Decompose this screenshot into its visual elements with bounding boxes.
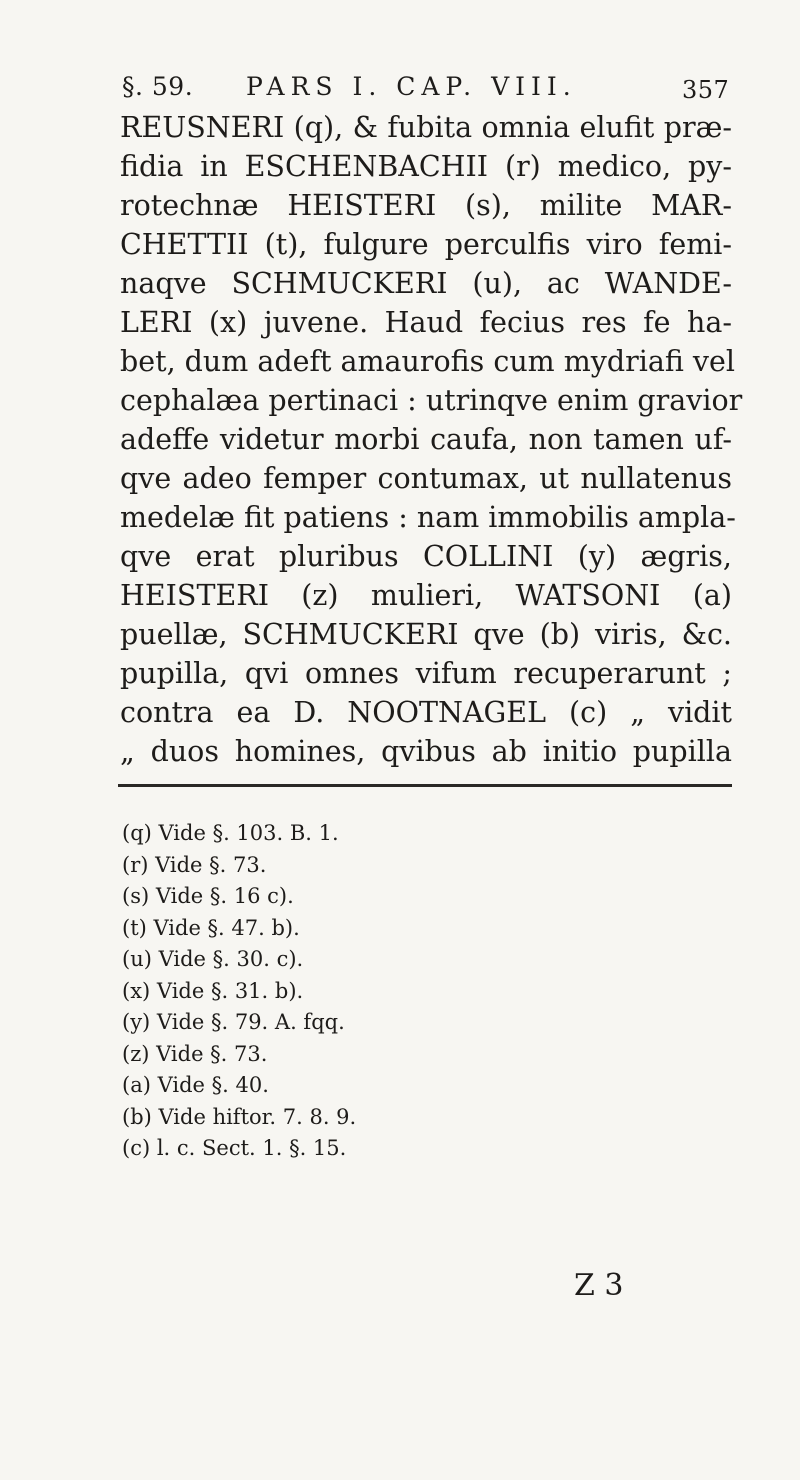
footnote: (c) l. c. Sect. 1. §. 15. bbox=[122, 1136, 347, 1160]
text-line: medelæ fit patiens : nam immobilis ampla- bbox=[120, 501, 736, 534]
part-chapter-title: PARS I. CAP. VIII. bbox=[246, 72, 577, 101]
text-line: bet, dum adeft amaurofis cum mydriafi vel bbox=[120, 345, 736, 378]
footnote: (u) Vide §. 30. c). bbox=[122, 947, 304, 971]
footnote: (r) Vide §. 73. bbox=[122, 852, 267, 877]
page-number: 357 bbox=[682, 76, 730, 104]
footnote-divider bbox=[118, 784, 732, 787]
text-line: contra ea D. NOOTNAGEL (c) „ vidit bbox=[120, 696, 732, 729]
text-line: CHETTII (t), fulgure perculfis viro femi- bbox=[120, 228, 732, 261]
text-line: „ duos homines, qvibus ab initio pupilla bbox=[120, 735, 732, 768]
text-line: adeffe videtur morbi caufa, non tamen uf- bbox=[120, 423, 732, 456]
footnotes bbox=[122, 818, 622, 1165]
footnote: (q) Vide §. 103. B. 1. bbox=[122, 821, 339, 845]
text-line: fidia in ESCHENBACHII (r) medico, py- bbox=[120, 150, 732, 183]
section-number: §. 59. bbox=[122, 72, 194, 101]
text-line: REUSNERI (q), & fubita omnia elufit præ- bbox=[120, 111, 732, 144]
main-text bbox=[120, 108, 743, 771]
footnote: (x) Vide §. 31. b). bbox=[122, 978, 304, 1003]
signature-mark: Z 3 bbox=[574, 1268, 624, 1303]
text-line: pupilla, qvi omnes vifum recuperarunt ; bbox=[120, 657, 732, 690]
text-line: rotechnæ HEISTERI (s), milite MAR- bbox=[120, 189, 732, 222]
text-line: naqve SCHMUCKERI (u), ac WANDE- bbox=[120, 267, 732, 300]
text-line: cephalæa pertinaci : utrinqve enim gravior bbox=[120, 384, 743, 417]
footnote: (s) Vide §. 16 c). bbox=[122, 884, 294, 908]
footnote: (a) Vide §. 40. bbox=[122, 1073, 269, 1097]
text-line: qve erat pluribus COLLINI (y) ægris, bbox=[120, 540, 732, 573]
footnote: (y) Vide §. 79. A. fqq. bbox=[122, 1010, 345, 1034]
running-header bbox=[122, 72, 730, 112]
text-line: puellæ, SCHMUCKERI qve (b) viris, &c. bbox=[120, 618, 732, 651]
text-line: qve adeo femper contumax, ut nullatenus bbox=[120, 462, 732, 495]
text-line: LERI (x) juvene. Haud fecius res fe ha- bbox=[120, 306, 732, 339]
footnote: (b) Vide hiftor. 7. 8. 9. bbox=[122, 1104, 357, 1129]
footnote: (z) Vide §. 73. bbox=[122, 1041, 268, 1066]
text-line: HEISTERI (z) mulieri, WATSONI (a) bbox=[120, 579, 732, 612]
footnote: (t) Vide §. 47. b). bbox=[122, 915, 300, 940]
